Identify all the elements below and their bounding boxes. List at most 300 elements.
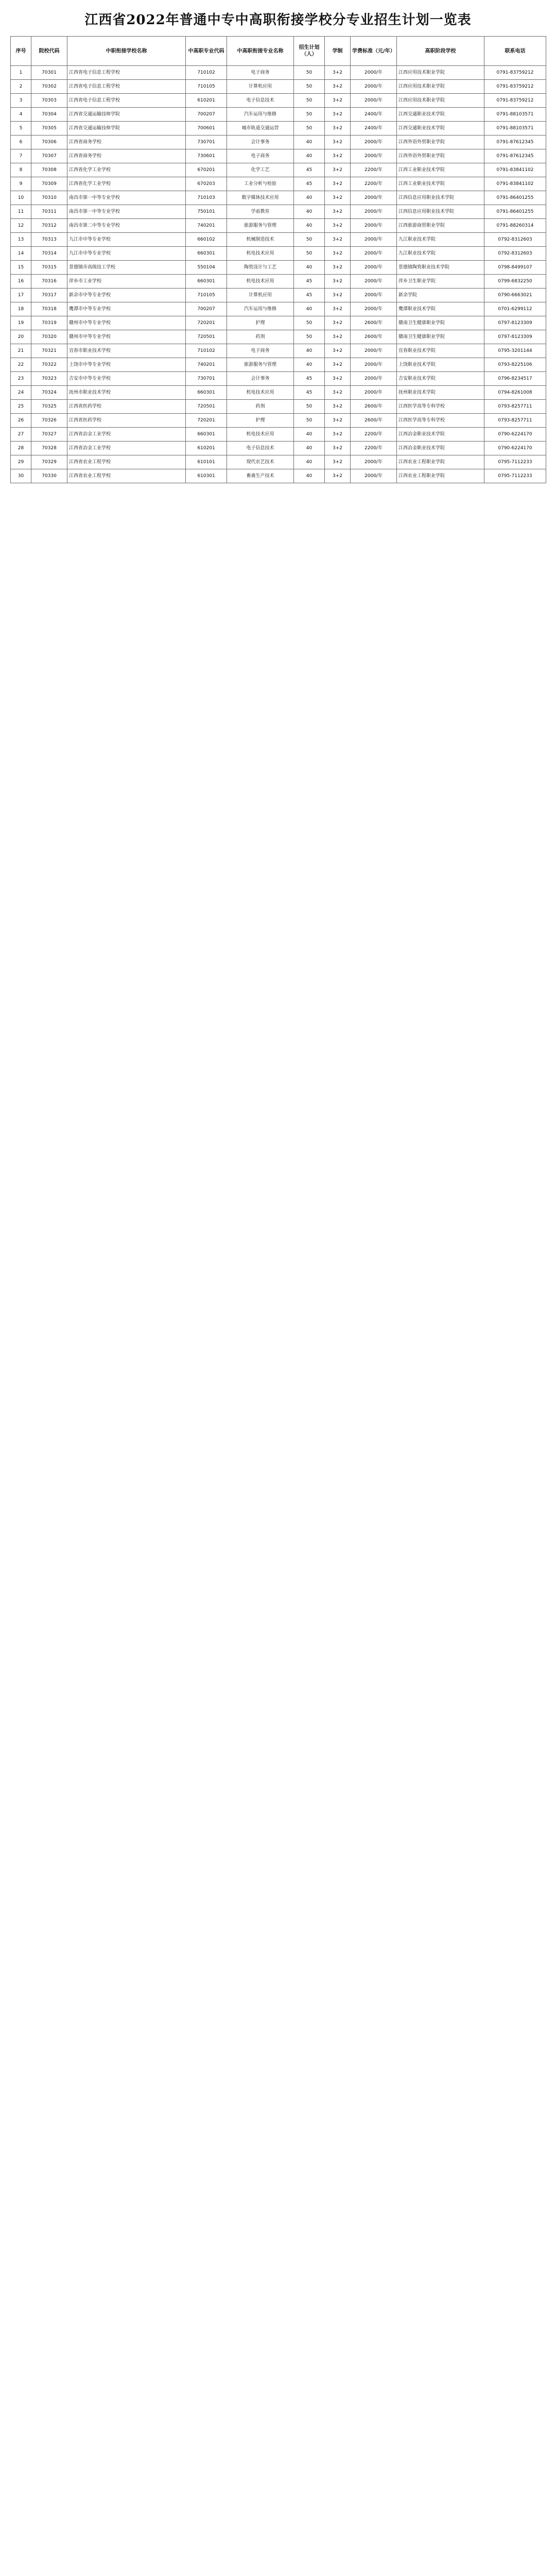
cell-no: 29	[11, 455, 31, 469]
cell-school: 吉安市中等专业学校	[67, 372, 186, 386]
cell-major: 旅游服务与管理	[227, 219, 294, 233]
cell-no: 14	[11, 247, 31, 261]
cell-no: 11	[11, 205, 31, 219]
cell-major-code: 660301	[186, 386, 227, 400]
table-row	[11, 66, 546, 80]
cell-plan: 40	[294, 191, 325, 205]
cell-major: 电子商务	[227, 344, 294, 358]
cell-no: 12	[11, 219, 31, 233]
cell-fee: 2000/年	[351, 455, 397, 469]
cell-school: 江西省化学工业学校	[67, 177, 186, 191]
cell-major: 电子商务	[227, 149, 294, 163]
cell-years: 3+2	[325, 122, 351, 135]
cell-code: 70312	[31, 219, 67, 233]
cell-code: 70315	[31, 261, 67, 275]
cell-code: 70323	[31, 372, 67, 386]
cell-major-code: 550104	[186, 261, 227, 275]
cell-major-code: 660102	[186, 233, 227, 247]
table-row	[11, 289, 546, 302]
cell-code: 70322	[31, 358, 67, 372]
cell-no: 30	[11, 469, 31, 483]
cell-fee: 2000/年	[351, 219, 397, 233]
cell-phone: 0798-8499107	[484, 261, 546, 275]
cell-major-code: 730701	[186, 135, 227, 149]
cell-college: 江西农业工程职业学院	[397, 469, 484, 483]
cell-college: 江西工业职业技术学院	[397, 163, 484, 177]
table-row	[11, 94, 546, 108]
cell-phone: 0793-8225106	[484, 358, 546, 372]
table-row	[11, 372, 546, 386]
cell-phone: 0792-8312603	[484, 247, 546, 261]
cell-no: 1	[11, 66, 31, 80]
cell-college: 江西应用技术职业学院	[397, 80, 484, 94]
cell-school: 萍乡市工业学校	[67, 275, 186, 289]
cell-fee: 2000/年	[351, 247, 397, 261]
cell-code: 70318	[31, 302, 67, 316]
table-row	[11, 205, 546, 219]
cell-fee: 2600/年	[351, 400, 397, 414]
cell-major: 电子信息技术	[227, 442, 294, 455]
cell-no: 19	[11, 316, 31, 330]
cell-college: 萍乡卫生职业学院	[397, 275, 484, 289]
cell-college: 江西工业职业技术学院	[397, 177, 484, 191]
cell-major: 护理	[227, 414, 294, 428]
cell-major-code: 740201	[186, 219, 227, 233]
cell-phone: 0791-87612345	[484, 149, 546, 163]
col-header-years: 学制	[325, 37, 351, 66]
cell-major-code: 710105	[186, 289, 227, 302]
cell-code: 70304	[31, 108, 67, 122]
enrollment-table	[10, 36, 546, 483]
table-row	[11, 80, 546, 94]
cell-major: 计算机应用	[227, 80, 294, 94]
cell-fee: 2200/年	[351, 177, 397, 191]
cell-fee: 2200/年	[351, 442, 397, 455]
cell-college: 景德镇陶瓷职业技术学院	[397, 261, 484, 275]
table-row	[11, 330, 546, 344]
cell-phone: 0794-8261008	[484, 386, 546, 400]
cell-school: 江西省电子信息工程学校	[67, 80, 186, 94]
cell-code: 70302	[31, 80, 67, 94]
cell-no: 22	[11, 358, 31, 372]
cell-major-code: 730601	[186, 149, 227, 163]
cell-college: 江西旅游商贸职业学院	[397, 219, 484, 233]
cell-plan: 50	[294, 80, 325, 94]
cell-major: 电子信息技术	[227, 94, 294, 108]
cell-school: 南昌市第一中等专业学校	[67, 191, 186, 205]
cell-college: 抚州职业技术学院	[397, 386, 484, 400]
cell-fee: 2600/年	[351, 414, 397, 428]
cell-years: 3+2	[325, 191, 351, 205]
cell-no: 15	[11, 261, 31, 275]
col-header-no: 序号	[11, 37, 31, 66]
cell-plan: 45	[294, 372, 325, 386]
cell-major: 城市轨道交通运营	[227, 122, 294, 135]
cell-school: 江西省医药学校	[67, 400, 186, 414]
cell-fee: 2000/年	[351, 80, 397, 94]
cell-major-code: 750101	[186, 205, 227, 219]
cell-years: 3+2	[325, 66, 351, 80]
cell-years: 3+2	[325, 428, 351, 442]
cell-phone: 0791-83759212	[484, 80, 546, 94]
cell-major: 机电技术应用	[227, 386, 294, 400]
cell-fee: 2000/年	[351, 261, 397, 275]
cell-plan: 40	[294, 149, 325, 163]
cell-major: 化学工艺	[227, 163, 294, 177]
cell-college: 鹰潭职业技术学院	[397, 302, 484, 316]
cell-years: 3+2	[325, 344, 351, 358]
cell-major-code: 730701	[186, 372, 227, 386]
cell-major-code: 720501	[186, 400, 227, 414]
cell-code: 70305	[31, 122, 67, 135]
cell-no: 9	[11, 177, 31, 191]
cell-years: 3+2	[325, 177, 351, 191]
cell-fee: 2000/年	[351, 372, 397, 386]
cell-major: 数字媒体技术应用	[227, 191, 294, 205]
cell-phone: 0793-8257711	[484, 400, 546, 414]
cell-fee: 2600/年	[351, 316, 397, 330]
cell-college: 上饶职业技术学院	[397, 358, 484, 372]
cell-school: 九江市中等专业学校	[67, 247, 186, 261]
cell-no: 2	[11, 80, 31, 94]
table-row	[11, 163, 546, 177]
cell-major-code: 710102	[186, 66, 227, 80]
cell-plan: 40	[294, 428, 325, 442]
cell-major-code: 710102	[186, 344, 227, 358]
cell-school: 江西省商务学校	[67, 135, 186, 149]
cell-school: 上饶市中等专业学校	[67, 358, 186, 372]
cell-school: 江西省交通运输技师学院	[67, 108, 186, 122]
cell-no: 27	[11, 428, 31, 442]
cell-plan: 50	[294, 66, 325, 80]
cell-no: 28	[11, 442, 31, 455]
cell-major-code: 610201	[186, 442, 227, 455]
cell-major-code: 720201	[186, 316, 227, 330]
cell-phone: 0791-87612345	[484, 135, 546, 149]
cell-school: 江西省化学工业学校	[67, 163, 186, 177]
cell-years: 3+2	[325, 163, 351, 177]
table-row	[11, 247, 546, 261]
cell-plan: 40	[294, 135, 325, 149]
cell-code: 70330	[31, 469, 67, 483]
cell-years: 3+2	[325, 205, 351, 219]
cell-phone: 0701-6299112	[484, 302, 546, 316]
cell-code: 70314	[31, 247, 67, 261]
cell-major: 汽车运用与维修	[227, 302, 294, 316]
cell-college: 赣南卫生健康职业学院	[397, 330, 484, 344]
cell-phone: 0796-8234517	[484, 372, 546, 386]
cell-years: 3+2	[325, 469, 351, 483]
cell-school: 南昌市第二中等专业学校	[67, 219, 186, 233]
cell-phone: 0790-6224170	[484, 442, 546, 455]
cell-fee: 2000/年	[351, 344, 397, 358]
cell-school: 鹰潭市中等专业学校	[67, 302, 186, 316]
cell-years: 3+2	[325, 414, 351, 428]
cell-code: 70325	[31, 400, 67, 414]
table-row	[11, 275, 546, 289]
cell-plan: 40	[294, 442, 325, 455]
cell-years: 3+2	[325, 247, 351, 261]
cell-no: 5	[11, 122, 31, 135]
cell-school: 九江市中等专业学校	[67, 233, 186, 247]
table-row	[11, 400, 546, 414]
cell-phone: 0792-8312603	[484, 233, 546, 247]
col-header-code: 院校代码	[31, 37, 67, 66]
cell-college: 江西交通职业技术学院	[397, 122, 484, 135]
table-header-row	[11, 37, 546, 66]
table-row	[11, 386, 546, 400]
cell-years: 3+2	[325, 386, 351, 400]
cell-major-code: 670201	[186, 163, 227, 177]
cell-school: 江西省商务学校	[67, 149, 186, 163]
cell-no: 21	[11, 344, 31, 358]
cell-plan: 50	[294, 94, 325, 108]
cell-major: 旅游服务与管理	[227, 358, 294, 372]
cell-phone: 0791-86401255	[484, 191, 546, 205]
cell-no: 6	[11, 135, 31, 149]
cell-college: 江西信息应用职业技术学院	[397, 205, 484, 219]
cell-plan: 50	[294, 400, 325, 414]
cell-major-code: 660301	[186, 247, 227, 261]
table-row	[11, 135, 546, 149]
cell-major: 畜禽生产技术	[227, 469, 294, 483]
cell-college: 九江职业技术学院	[397, 247, 484, 261]
cell-no: 10	[11, 191, 31, 205]
cell-plan: 50	[294, 108, 325, 122]
cell-code: 70313	[31, 233, 67, 247]
page-title: 江西省2022年普通中专中高职衔接学校分专业招生计划一览表	[84, 12, 472, 28]
cell-code: 70321	[31, 344, 67, 358]
col-header-plan: 招生计划（人）	[294, 37, 325, 66]
cell-years: 3+2	[325, 400, 351, 414]
cell-plan: 45	[294, 289, 325, 302]
cell-plan: 50	[294, 330, 325, 344]
cell-school: 赣州市中等专业学校	[67, 330, 186, 344]
cell-fee: 2000/年	[351, 386, 397, 400]
cell-years: 3+2	[325, 261, 351, 275]
cell-college: 江西冶金职业技术学院	[397, 428, 484, 442]
cell-major-code: 710105	[186, 80, 227, 94]
table-row	[11, 219, 546, 233]
cell-college: 江西交通职业技术学院	[397, 108, 484, 122]
cell-major: 会计事务	[227, 135, 294, 149]
cell-code: 70303	[31, 94, 67, 108]
cell-phone: 0797-8123309	[484, 330, 546, 344]
cell-code: 70326	[31, 414, 67, 428]
cell-code: 70311	[31, 205, 67, 219]
cell-phone: 0795-3201144	[484, 344, 546, 358]
cell-major: 机电技术应用	[227, 428, 294, 442]
cell-school: 江西省冶金工业学校	[67, 442, 186, 455]
cell-major-code: 670203	[186, 177, 227, 191]
cell-no: 25	[11, 400, 31, 414]
cell-major-code: 710103	[186, 191, 227, 205]
cell-no: 24	[11, 386, 31, 400]
cell-major: 学前教育	[227, 205, 294, 219]
cell-phone: 0791-83841102	[484, 163, 546, 177]
cell-school: 江西省农业工程学校	[67, 469, 186, 483]
col-header-fee: 学费标准（元/年）	[351, 37, 397, 66]
cell-major: 护理	[227, 316, 294, 330]
cell-plan: 50	[294, 233, 325, 247]
cell-major: 机电技术应用	[227, 275, 294, 289]
cell-code: 70309	[31, 177, 67, 191]
cell-years: 3+2	[325, 455, 351, 469]
cell-major-code: 610101	[186, 455, 227, 469]
cell-plan: 50	[294, 122, 325, 135]
table-row	[11, 261, 546, 275]
cell-major: 计算机应用	[227, 289, 294, 302]
cell-school: 江西省电子信息工程学校	[67, 94, 186, 108]
cell-no: 23	[11, 372, 31, 386]
cell-major-code: 720501	[186, 330, 227, 344]
cell-major-code: 740201	[186, 358, 227, 372]
cell-no: 7	[11, 149, 31, 163]
cell-years: 3+2	[325, 316, 351, 330]
cell-major: 药剂	[227, 330, 294, 344]
cell-plan: 50	[294, 247, 325, 261]
cell-college: 江西医学高等专科学校	[397, 400, 484, 414]
cell-college: 新余学院	[397, 289, 484, 302]
cell-plan: 50	[294, 316, 325, 330]
cell-years: 3+2	[325, 372, 351, 386]
cell-no: 18	[11, 302, 31, 316]
cell-plan: 40	[294, 261, 325, 275]
cell-school: 赣州市中等专业学校	[67, 316, 186, 330]
cell-major-code: 700207	[186, 302, 227, 316]
cell-years: 3+2	[325, 442, 351, 455]
cell-no: 17	[11, 289, 31, 302]
cell-phone: 0790-6224170	[484, 428, 546, 442]
cell-years: 3+2	[325, 219, 351, 233]
cell-fee: 2000/年	[351, 358, 397, 372]
cell-fee: 2200/年	[351, 428, 397, 442]
cell-college: 江西医学高等专科学校	[397, 414, 484, 428]
cell-school: 江西省交通运输技师学院	[67, 122, 186, 135]
cell-plan: 40	[294, 344, 325, 358]
cell-school: 景德镇市高级技工学校	[67, 261, 186, 275]
table-row	[11, 108, 546, 122]
cell-fee: 2000/年	[351, 469, 397, 483]
cell-school: 新余市中等专业学校	[67, 289, 186, 302]
cell-years: 3+2	[325, 94, 351, 108]
table-row	[11, 302, 546, 316]
cell-school: 江西省电子信息工程学校	[67, 66, 186, 80]
cell-code: 70329	[31, 455, 67, 469]
cell-plan: 45	[294, 386, 325, 400]
cell-no: 26	[11, 414, 31, 428]
cell-fee: 2000/年	[351, 205, 397, 219]
cell-no: 20	[11, 330, 31, 344]
cell-college: 江西外语外贸职业学院	[397, 149, 484, 163]
cell-years: 3+2	[325, 302, 351, 316]
cell-years: 3+2	[325, 80, 351, 94]
cell-major: 汽车运用与维修	[227, 108, 294, 122]
cell-major-code: 660301	[186, 275, 227, 289]
cell-fee: 2000/年	[351, 289, 397, 302]
cell-plan: 40	[294, 302, 325, 316]
cell-fee: 2400/年	[351, 122, 397, 135]
cell-major-code: 700207	[186, 108, 227, 122]
cell-major: 电子商务	[227, 66, 294, 80]
cell-code: 70316	[31, 275, 67, 289]
cell-school: 江西省农业工程学校	[67, 455, 186, 469]
cell-college: 吉安职业技术学院	[397, 372, 484, 386]
cell-college: 江西应用技术职业学院	[397, 66, 484, 80]
cell-years: 3+2	[325, 330, 351, 344]
cell-phone: 0791-88103571	[484, 108, 546, 122]
cell-phone: 0795-7112233	[484, 469, 546, 483]
cell-phone: 0790-6663021	[484, 289, 546, 302]
cell-phone: 0791-83759212	[484, 66, 546, 80]
cell-fee: 2000/年	[351, 233, 397, 247]
cell-college: 江西信息应用职业技术学院	[397, 191, 484, 205]
cell-code: 70328	[31, 442, 67, 455]
cell-phone: 0791-88103571	[484, 122, 546, 135]
cell-school: 江西省医药学校	[67, 414, 186, 428]
cell-plan: 40	[294, 455, 325, 469]
cell-school: 抚州市职业技术学校	[67, 386, 186, 400]
cell-major-code: 660301	[186, 428, 227, 442]
cell-no: 3	[11, 94, 31, 108]
cell-plan: 40	[294, 358, 325, 372]
cell-major: 工业分析与检验	[227, 177, 294, 191]
cell-phone: 0795-7112233	[484, 455, 546, 469]
cell-fee: 2000/年	[351, 66, 397, 80]
col-header-phone: 联系电话	[484, 37, 546, 66]
cell-fee: 2600/年	[351, 330, 397, 344]
cell-no: 4	[11, 108, 31, 122]
col-header-school: 中职衔接学校名称	[67, 37, 186, 66]
cell-code: 70320	[31, 330, 67, 344]
cell-fee: 2000/年	[351, 149, 397, 163]
cell-college: 九江职业技术学院	[397, 233, 484, 247]
cell-no: 13	[11, 233, 31, 247]
cell-no: 16	[11, 275, 31, 289]
table-row	[11, 358, 546, 372]
cell-major: 药剂	[227, 400, 294, 414]
cell-phone: 0791-83759212	[484, 94, 546, 108]
cell-fee: 2000/年	[351, 135, 397, 149]
table-row	[11, 122, 546, 135]
cell-code: 70301	[31, 66, 67, 80]
cell-fee: 2200/年	[351, 163, 397, 177]
cell-plan: 45	[294, 163, 325, 177]
cell-years: 3+2	[325, 358, 351, 372]
table-row	[11, 233, 546, 247]
cell-code: 70327	[31, 428, 67, 442]
col-header-major: 中高职衔接专业名称	[227, 37, 294, 66]
cell-phone: 0793-8257711	[484, 414, 546, 428]
cell-school: 南昌市第一中等专业学校	[67, 205, 186, 219]
cell-school: 宜春市职业技术学校	[67, 344, 186, 358]
col-header-college: 高职阶段学校	[397, 37, 484, 66]
table-row	[11, 177, 546, 191]
cell-major: 陶瓷设计与工艺	[227, 261, 294, 275]
table-row	[11, 191, 546, 205]
cell-phone: 0799-6832250	[484, 275, 546, 289]
cell-phone: 0791-83841102	[484, 177, 546, 191]
cell-years: 3+2	[325, 233, 351, 247]
cell-years: 3+2	[325, 135, 351, 149]
cell-code: 70317	[31, 289, 67, 302]
cell-phone: 0791-88260314	[484, 219, 546, 233]
cell-phone: 0797-8123309	[484, 316, 546, 330]
cell-school: 江西省冶金工业学校	[67, 428, 186, 442]
table-row	[11, 455, 546, 469]
cell-code: 70310	[31, 191, 67, 205]
table-row	[11, 344, 546, 358]
